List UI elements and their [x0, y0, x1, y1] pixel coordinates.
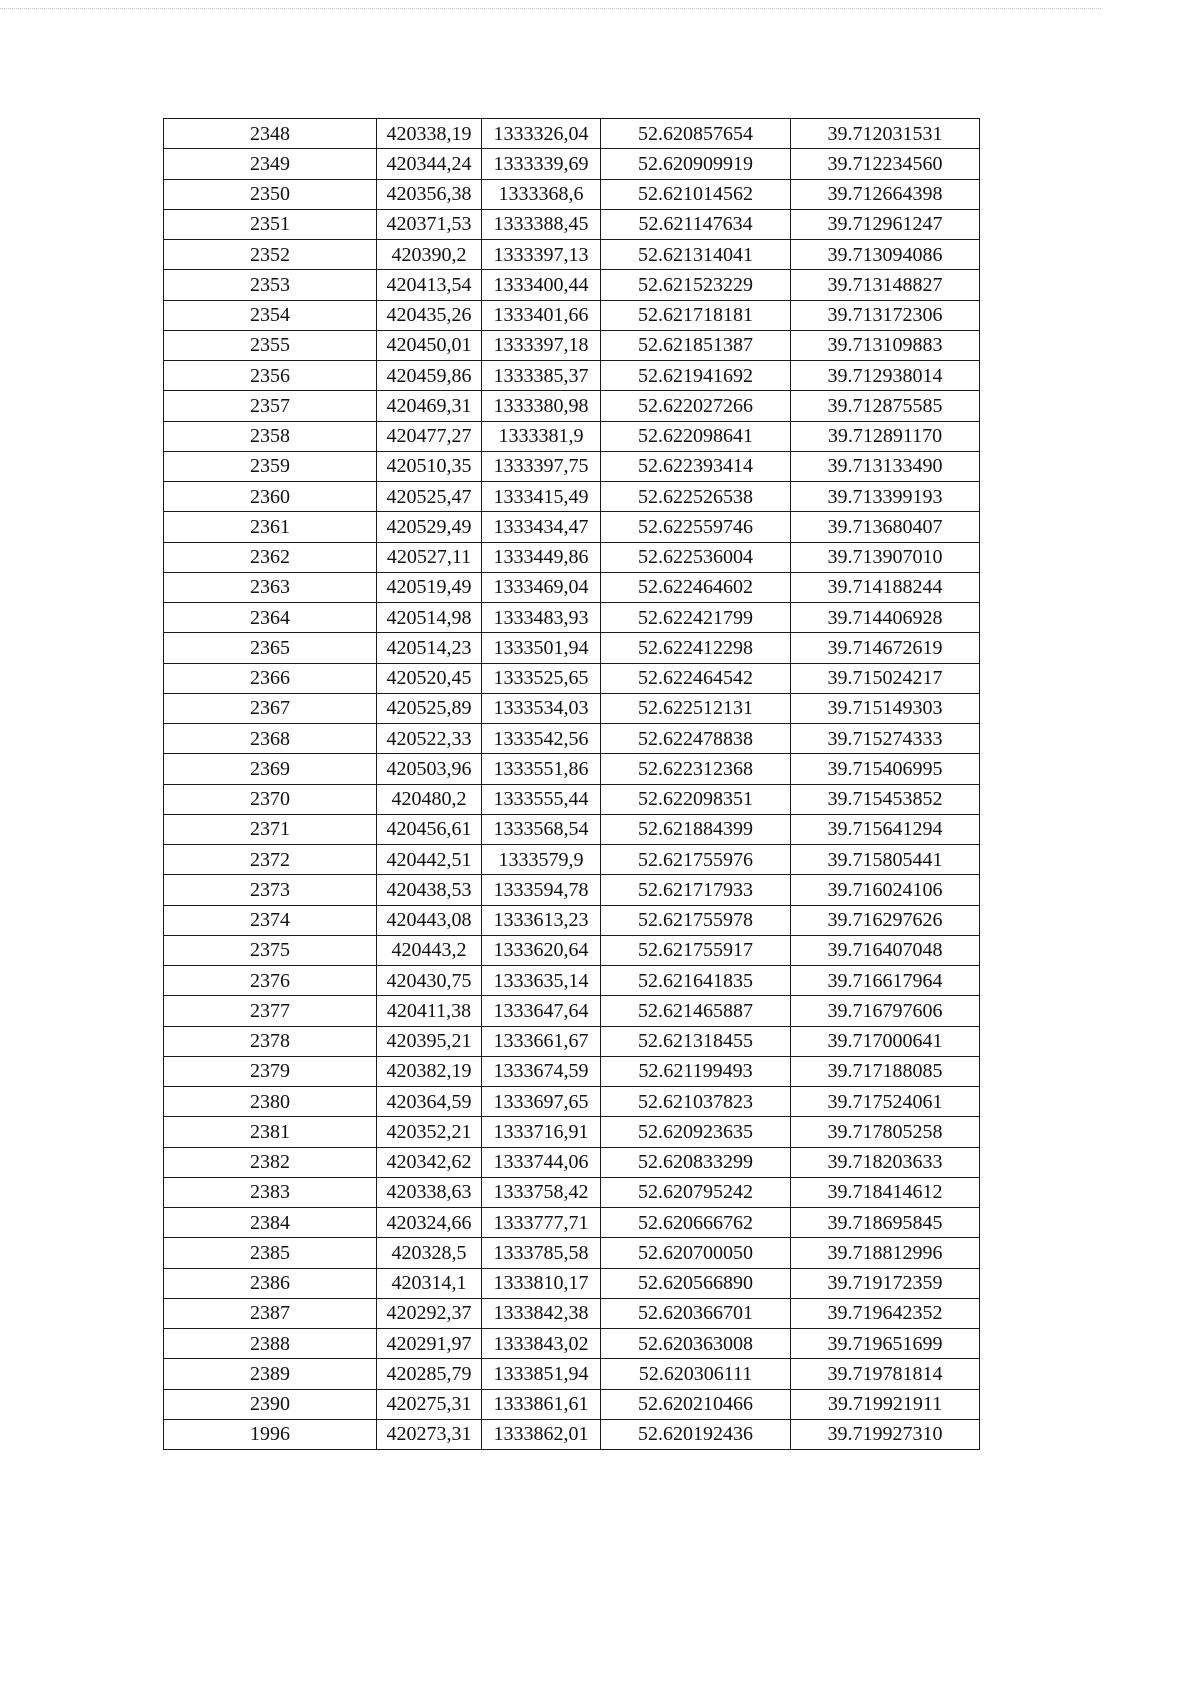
- x-coordinate-cell: 420442,51: [377, 845, 482, 875]
- y-coordinate-cell: 1333434,47: [482, 512, 601, 542]
- point-number-cell: 2371: [164, 814, 377, 844]
- longitude-cell: 39.717188085: [791, 1056, 980, 1086]
- y-coordinate-cell: 1333647,64: [482, 996, 601, 1026]
- point-number-cell: 2354: [164, 300, 377, 330]
- x-coordinate-cell: 420338,63: [377, 1177, 482, 1207]
- point-number-cell: 2375: [164, 935, 377, 965]
- table-row: [164, 1389, 980, 1419]
- x-coordinate-cell: 420364,59: [377, 1087, 482, 1117]
- latitude-cell: 52.621147634: [601, 209, 791, 239]
- point-number-cell: 1996: [164, 1419, 377, 1449]
- point-number-cell: 2377: [164, 996, 377, 1026]
- table-row: [164, 693, 980, 723]
- table-row: [164, 1177, 980, 1207]
- latitude-cell: 52.621314041: [601, 240, 791, 270]
- latitude-cell: 52.620210466: [601, 1389, 791, 1419]
- point-number-cell: 2374: [164, 905, 377, 935]
- table-row: [164, 1359, 980, 1389]
- table-row: [164, 270, 980, 300]
- longitude-cell: 39.715641294: [791, 814, 980, 844]
- latitude-cell: 52.621851387: [601, 330, 791, 360]
- point-number-cell: 2389: [164, 1359, 377, 1389]
- y-coordinate-cell: 1333397,75: [482, 451, 601, 481]
- table-row: [164, 179, 980, 209]
- table-row: [164, 1208, 980, 1238]
- y-coordinate-cell: 1333400,44: [482, 270, 601, 300]
- latitude-cell: 52.622478838: [601, 724, 791, 754]
- latitude-cell: 52.622098641: [601, 421, 791, 451]
- point-number-cell: 2385: [164, 1238, 377, 1268]
- y-coordinate-cell: 1333368,6: [482, 179, 601, 209]
- x-coordinate-cell: 420514,98: [377, 603, 482, 633]
- table-row: [164, 330, 980, 360]
- point-number-cell: 2376: [164, 966, 377, 996]
- table-row: [164, 633, 980, 663]
- latitude-cell: 52.621755917: [601, 935, 791, 965]
- table-row: [164, 572, 980, 602]
- table-row: [164, 663, 980, 693]
- longitude-cell: 39.719651699: [791, 1329, 980, 1359]
- x-coordinate-cell: 420443,08: [377, 905, 482, 935]
- x-coordinate-cell: 420450,01: [377, 330, 482, 360]
- longitude-cell: 39.718695845: [791, 1208, 980, 1238]
- y-coordinate-cell: 1333579,9: [482, 845, 601, 875]
- table-row: [164, 966, 980, 996]
- longitude-cell: 39.716407048: [791, 935, 980, 965]
- x-coordinate-cell: 420342,62: [377, 1147, 482, 1177]
- point-number-cell: 2352: [164, 240, 377, 270]
- point-number-cell: 2361: [164, 512, 377, 542]
- point-number-cell: 2358: [164, 421, 377, 451]
- latitude-cell: 52.620700050: [601, 1238, 791, 1268]
- table-row: [164, 935, 980, 965]
- table-row: [164, 784, 980, 814]
- y-coordinate-cell: 1333594,78: [482, 875, 601, 905]
- table-row: [164, 119, 980, 149]
- y-coordinate-cell: 1333551,86: [482, 754, 601, 784]
- longitude-cell: 39.719172359: [791, 1268, 980, 1298]
- y-coordinate-cell: 1333862,01: [482, 1419, 601, 1449]
- latitude-cell: 52.620923635: [601, 1117, 791, 1147]
- table-row: [164, 996, 980, 1026]
- longitude-cell: 39.713680407: [791, 512, 980, 542]
- point-number-cell: 2379: [164, 1056, 377, 1086]
- longitude-cell: 39.713907010: [791, 542, 980, 572]
- y-coordinate-cell: 1333397,13: [482, 240, 601, 270]
- latitude-cell: 52.621641835: [601, 966, 791, 996]
- y-coordinate-cell: 1333397,18: [482, 330, 601, 360]
- longitude-cell: 39.716297626: [791, 905, 980, 935]
- latitude-cell: 52.622464602: [601, 572, 791, 602]
- longitude-cell: 39.712938014: [791, 361, 980, 391]
- y-coordinate-cell: 1333842,38: [482, 1298, 601, 1328]
- y-coordinate-cell: 1333744,06: [482, 1147, 601, 1177]
- x-coordinate-cell: 420273,31: [377, 1419, 482, 1449]
- y-coordinate-cell: 1333388,45: [482, 209, 601, 239]
- x-coordinate-cell: 420390,2: [377, 240, 482, 270]
- table-row: [164, 391, 980, 421]
- y-coordinate-cell: 1333501,94: [482, 633, 601, 663]
- latitude-cell: 52.621718181: [601, 300, 791, 330]
- y-coordinate-cell: 1333661,67: [482, 1026, 601, 1056]
- x-coordinate-cell: 420519,49: [377, 572, 482, 602]
- point-number-cell: 2373: [164, 875, 377, 905]
- table-row: [164, 814, 980, 844]
- longitude-cell: 39.715274333: [791, 724, 980, 754]
- latitude-cell: 52.622393414: [601, 451, 791, 481]
- table-row: [164, 1087, 980, 1117]
- point-number-cell: 2382: [164, 1147, 377, 1177]
- latitude-cell: 52.621014562: [601, 179, 791, 209]
- table-row: [164, 905, 980, 935]
- longitude-cell: 39.719927310: [791, 1419, 980, 1449]
- point-number-cell: 2390: [164, 1389, 377, 1419]
- table-row: [164, 451, 980, 481]
- latitude-cell: 52.622412298: [601, 633, 791, 663]
- x-coordinate-cell: 420291,97: [377, 1329, 482, 1359]
- scan-edge-line: [0, 8, 1101, 9]
- latitude-cell: 52.621523229: [601, 270, 791, 300]
- longitude-cell: 39.713399193: [791, 482, 980, 512]
- longitude-cell: 39.719642352: [791, 1298, 980, 1328]
- x-coordinate-cell: 420413,54: [377, 270, 482, 300]
- latitude-cell: 52.622027266: [601, 391, 791, 421]
- y-coordinate-cell: 1333326,04: [482, 119, 601, 149]
- table-row: [164, 300, 980, 330]
- x-coordinate-cell: 420459,86: [377, 361, 482, 391]
- y-coordinate-cell: 1333620,64: [482, 935, 601, 965]
- point-number-cell: 2363: [164, 572, 377, 602]
- table-row: [164, 1056, 980, 1086]
- x-coordinate-cell: 420527,11: [377, 542, 482, 572]
- table-row: [164, 1026, 980, 1056]
- latitude-cell: 52.620666762: [601, 1208, 791, 1238]
- longitude-cell: 39.715453852: [791, 784, 980, 814]
- latitude-cell: 52.620566890: [601, 1268, 791, 1298]
- longitude-cell: 39.713172306: [791, 300, 980, 330]
- x-coordinate-cell: 420338,19: [377, 119, 482, 149]
- latitude-cell: 52.622098351: [601, 784, 791, 814]
- x-coordinate-cell: 420510,35: [377, 451, 482, 481]
- longitude-cell: 39.713109883: [791, 330, 980, 360]
- latitude-cell: 52.622312368: [601, 754, 791, 784]
- y-coordinate-cell: 1333401,66: [482, 300, 601, 330]
- x-coordinate-cell: 420356,38: [377, 179, 482, 209]
- x-coordinate-cell: 420275,31: [377, 1389, 482, 1419]
- y-coordinate-cell: 1333697,65: [482, 1087, 601, 1117]
- longitude-cell: 39.713133490: [791, 451, 980, 481]
- x-coordinate-cell: 420285,79: [377, 1359, 482, 1389]
- y-coordinate-cell: 1333568,54: [482, 814, 601, 844]
- latitude-cell: 52.621717933: [601, 875, 791, 905]
- latitude-cell: 52.620363008: [601, 1329, 791, 1359]
- point-number-cell: 2370: [164, 784, 377, 814]
- x-coordinate-cell: 420503,96: [377, 754, 482, 784]
- y-coordinate-cell: 1333861,61: [482, 1389, 601, 1419]
- x-coordinate-cell: 420522,33: [377, 724, 482, 754]
- y-coordinate-cell: 1333851,94: [482, 1359, 601, 1389]
- longitude-cell: 39.714672619: [791, 633, 980, 663]
- latitude-cell: 52.620857654: [601, 119, 791, 149]
- table-row: [164, 1238, 980, 1268]
- table-row: [164, 421, 980, 451]
- point-number-cell: 2378: [164, 1026, 377, 1056]
- table-row: [164, 1117, 980, 1147]
- longitude-cell: 39.716797606: [791, 996, 980, 1026]
- table-row: [164, 361, 980, 391]
- latitude-cell: 52.622512131: [601, 693, 791, 723]
- x-coordinate-cell: 420411,38: [377, 996, 482, 1026]
- y-coordinate-cell: 1333758,42: [482, 1177, 601, 1207]
- x-coordinate-cell: 420525,89: [377, 693, 482, 723]
- point-number-cell: 2360: [164, 482, 377, 512]
- table-row: [164, 1298, 980, 1328]
- x-coordinate-cell: 420456,61: [377, 814, 482, 844]
- longitude-cell: 39.717524061: [791, 1087, 980, 1117]
- point-number-cell: 2356: [164, 361, 377, 391]
- latitude-cell: 52.622464542: [601, 663, 791, 693]
- y-coordinate-cell: 1333555,44: [482, 784, 601, 814]
- latitude-cell: 52.620909919: [601, 149, 791, 179]
- point-number-cell: 2369: [164, 754, 377, 784]
- x-coordinate-cell: 420520,45: [377, 663, 482, 693]
- latitude-cell: 52.621755978: [601, 905, 791, 935]
- x-coordinate-cell: 420480,2: [377, 784, 482, 814]
- latitude-cell: 52.621199493: [601, 1056, 791, 1086]
- table-row: [164, 754, 980, 784]
- longitude-cell: 39.718414612: [791, 1177, 980, 1207]
- x-coordinate-cell: 420435,26: [377, 300, 482, 330]
- table-row: [164, 603, 980, 633]
- y-coordinate-cell: 1333415,49: [482, 482, 601, 512]
- x-coordinate-cell: 420344,24: [377, 149, 482, 179]
- y-coordinate-cell: 1333525,65: [482, 663, 601, 693]
- point-number-cell: 2387: [164, 1298, 377, 1328]
- latitude-cell: 52.622421799: [601, 603, 791, 633]
- table-row: [164, 845, 980, 875]
- longitude-cell: 39.712891170: [791, 421, 980, 451]
- point-number-cell: 2380: [164, 1087, 377, 1117]
- x-coordinate-cell: 420430,75: [377, 966, 482, 996]
- latitude-cell: 52.622526538: [601, 482, 791, 512]
- point-number-cell: 2355: [164, 330, 377, 360]
- x-coordinate-cell: 420514,23: [377, 633, 482, 663]
- x-coordinate-cell: 420371,53: [377, 209, 482, 239]
- x-coordinate-cell: 420352,21: [377, 1117, 482, 1147]
- longitude-cell: 39.714188244: [791, 572, 980, 602]
- latitude-cell: 52.621465887: [601, 996, 791, 1026]
- latitude-cell: 52.621037823: [601, 1087, 791, 1117]
- point-number-cell: 2367: [164, 693, 377, 723]
- x-coordinate-cell: 420529,49: [377, 512, 482, 542]
- table-row: [164, 1147, 980, 1177]
- latitude-cell: 52.620795242: [601, 1177, 791, 1207]
- coordinates-table-body: [164, 119, 980, 1450]
- longitude-cell: 39.713148827: [791, 270, 980, 300]
- latitude-cell: 52.621755976: [601, 845, 791, 875]
- point-number-cell: 2359: [164, 451, 377, 481]
- y-coordinate-cell: 1333542,56: [482, 724, 601, 754]
- longitude-cell: 39.714406928: [791, 603, 980, 633]
- longitude-cell: 39.712234560: [791, 149, 980, 179]
- point-number-cell: 2348: [164, 119, 377, 149]
- longitude-cell: 39.712664398: [791, 179, 980, 209]
- longitude-cell: 39.719921911: [791, 1389, 980, 1419]
- y-coordinate-cell: 1333674,59: [482, 1056, 601, 1086]
- point-number-cell: 2366: [164, 663, 377, 693]
- table-row: [164, 724, 980, 754]
- coordinates-table: [163, 118, 980, 1450]
- table-row: [164, 209, 980, 239]
- y-coordinate-cell: 1333385,37: [482, 361, 601, 391]
- table-row: [164, 875, 980, 905]
- table-row: [164, 149, 980, 179]
- x-coordinate-cell: 420382,19: [377, 1056, 482, 1086]
- x-coordinate-cell: 420324,66: [377, 1208, 482, 1238]
- y-coordinate-cell: 1333635,14: [482, 966, 601, 996]
- longitude-cell: 39.712031531: [791, 119, 980, 149]
- y-coordinate-cell: 1333785,58: [482, 1238, 601, 1268]
- y-coordinate-cell: 1333534,03: [482, 693, 601, 723]
- y-coordinate-cell: 1333380,98: [482, 391, 601, 421]
- table-row: [164, 1329, 980, 1359]
- point-number-cell: 2365: [164, 633, 377, 663]
- y-coordinate-cell: 1333777,71: [482, 1208, 601, 1238]
- latitude-cell: 52.621884399: [601, 814, 791, 844]
- y-coordinate-cell: 1333339,69: [482, 149, 601, 179]
- longitude-cell: 39.715149303: [791, 693, 980, 723]
- point-number-cell: 2351: [164, 209, 377, 239]
- longitude-cell: 39.718812996: [791, 1238, 980, 1268]
- latitude-cell: 52.622536004: [601, 542, 791, 572]
- x-coordinate-cell: 420395,21: [377, 1026, 482, 1056]
- longitude-cell: 39.715805441: [791, 845, 980, 875]
- point-number-cell: 2372: [164, 845, 377, 875]
- point-number-cell: 2384: [164, 1208, 377, 1238]
- point-number-cell: 2381: [164, 1117, 377, 1147]
- point-number-cell: 2383: [164, 1177, 377, 1207]
- y-coordinate-cell: 1333381,9: [482, 421, 601, 451]
- longitude-cell: 39.713094086: [791, 240, 980, 270]
- y-coordinate-cell: 1333810,17: [482, 1268, 601, 1298]
- x-coordinate-cell: 420525,47: [377, 482, 482, 512]
- y-coordinate-cell: 1333716,91: [482, 1117, 601, 1147]
- point-number-cell: 2349: [164, 149, 377, 179]
- point-number-cell: 2350: [164, 179, 377, 209]
- latitude-cell: 52.621941692: [601, 361, 791, 391]
- y-coordinate-cell: 1333483,93: [482, 603, 601, 633]
- table-row: [164, 1419, 980, 1449]
- x-coordinate-cell: 420443,2: [377, 935, 482, 965]
- point-number-cell: 2353: [164, 270, 377, 300]
- point-number-cell: 2357: [164, 391, 377, 421]
- table-row: [164, 542, 980, 572]
- latitude-cell: 52.620192436: [601, 1419, 791, 1449]
- y-coordinate-cell: 1333449,86: [482, 542, 601, 572]
- table-row: [164, 512, 980, 542]
- latitude-cell: 52.620306111: [601, 1359, 791, 1389]
- table-row: [164, 482, 980, 512]
- latitude-cell: 52.620366701: [601, 1298, 791, 1328]
- point-number-cell: 2388: [164, 1329, 377, 1359]
- longitude-cell: 39.715406995: [791, 754, 980, 784]
- longitude-cell: 39.715024217: [791, 663, 980, 693]
- longitude-cell: 39.716617964: [791, 966, 980, 996]
- x-coordinate-cell: 420438,53: [377, 875, 482, 905]
- point-number-cell: 2386: [164, 1268, 377, 1298]
- latitude-cell: 52.621318455: [601, 1026, 791, 1056]
- table-row: [164, 240, 980, 270]
- table-row: [164, 1268, 980, 1298]
- x-coordinate-cell: 420292,37: [377, 1298, 482, 1328]
- x-coordinate-cell: 420469,31: [377, 391, 482, 421]
- longitude-cell: 39.716024106: [791, 875, 980, 905]
- longitude-cell: 39.717805258: [791, 1117, 980, 1147]
- point-number-cell: 2368: [164, 724, 377, 754]
- x-coordinate-cell: 420477,27: [377, 421, 482, 451]
- latitude-cell: 52.622559746: [601, 512, 791, 542]
- y-coordinate-cell: 1333843,02: [482, 1329, 601, 1359]
- y-coordinate-cell: 1333469,04: [482, 572, 601, 602]
- longitude-cell: 39.717000641: [791, 1026, 980, 1056]
- latitude-cell: 52.620833299: [601, 1147, 791, 1177]
- longitude-cell: 39.712875585: [791, 391, 980, 421]
- longitude-cell: 39.712961247: [791, 209, 980, 239]
- y-coordinate-cell: 1333613,23: [482, 905, 601, 935]
- point-number-cell: 2364: [164, 603, 377, 633]
- longitude-cell: 39.718203633: [791, 1147, 980, 1177]
- x-coordinate-cell: 420328,5: [377, 1238, 482, 1268]
- x-coordinate-cell: 420314,1: [377, 1268, 482, 1298]
- point-number-cell: 2362: [164, 542, 377, 572]
- longitude-cell: 39.719781814: [791, 1359, 980, 1389]
